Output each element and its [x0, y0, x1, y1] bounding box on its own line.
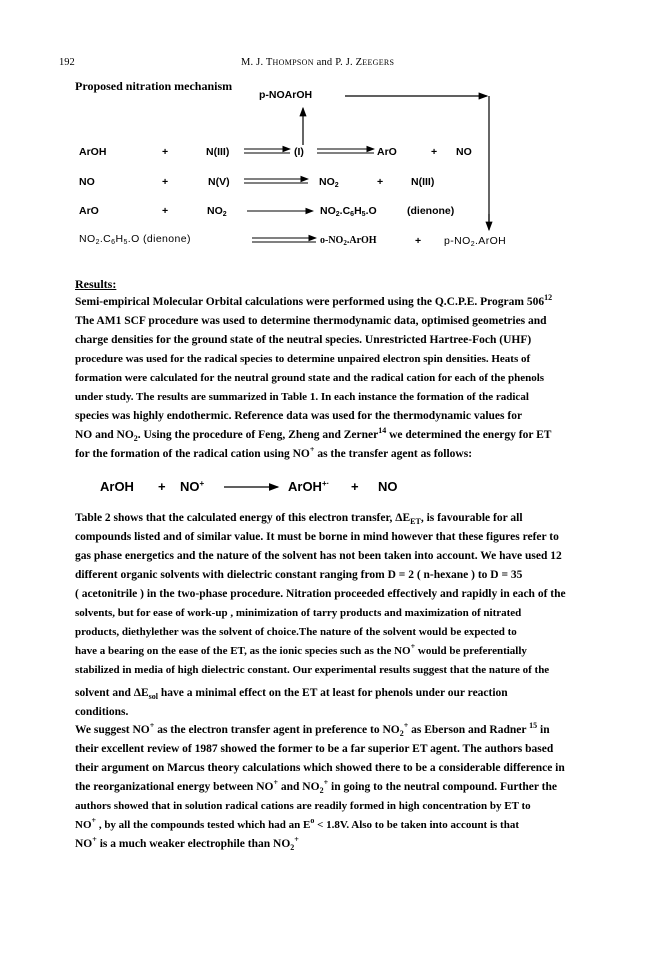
scheme-r3-reagent: $NO_2$ — [207, 205, 227, 218]
scheme-r1-intermediate: (I) — [294, 146, 304, 158]
scheme-r3-reactant: ArO — [79, 205, 99, 217]
scheme-r1-reagent: N(III) — [206, 146, 230, 158]
paragraph-1: Semi-empirical Molecular Orbital calculations were performed using the Q.C.P.E. Program $506^{12}$ The AM1 SCF procedure was used to determine thermodynamic data, optimised geometries and charge densities for the ground state of the neutral species. Unrestricted Hartree-Foch (UHF) procedure was used for the radical species to determine unpaired electron spin densities. Heats of formation were calculated for the neutral ground state and the radical cation for each of the phenols under study. The results are summarized in Table 1. In each instance the formation of the radical species was highly endothermic. Reference data was used for the thermodynamic values for NO and $NO_2$. Using the procedure of Feng, Zheng and Zerner$^{14}$ we determined the energy for ET for the formation of the radical cation using NO+ as the transfer agent as follows: — [75, 293, 553, 460]
eq-reagent: NO+ — [180, 479, 205, 494]
section-title: Proposed nitration mechanism — [75, 79, 233, 93]
scheme-arrows — [0, 0, 672, 260]
scheme-top-product: p-NOArOH — [259, 89, 313, 101]
scheme-r1-plus1: + — [162, 146, 169, 158]
eq-plus2: + — [351, 479, 359, 494]
scheme-r4-plus: + — [415, 235, 422, 247]
scheme-r4-product-ortho: $o-NO_2.ArOH$ — [320, 235, 377, 247]
scheme-r1-reactant: ArOH — [79, 146, 107, 158]
electron-transfer-equation — [100, 477, 500, 499]
scheme-r2-byproduct: N(III) — [411, 176, 435, 188]
eq-product: ArOH+· — [288, 479, 330, 494]
eq-reactant: ArOH — [100, 479, 134, 494]
eq-arrow — [222, 477, 282, 497]
eq-byproduct: NO — [378, 479, 398, 494]
scheme-r4-reactant: $NO_2.C_6H_5.O$ (dienone) — [79, 233, 191, 246]
scheme-r1-product: ArO — [377, 146, 397, 158]
scheme-r3-label: (dienone) — [407, 205, 455, 217]
paragraph-2: Table 2 shows that the calculated energy of this electron transfer, $\Delta E_{ET}$, is favourable for all compounds listed and of similar value. It must be borne in mind however that these figures refer to gas phase energetics and the nature of the solvent has not been taken into account. We have used 12 different organic solvents with dielectric constant ranging from D = 2 ( n-hexane ) to D = 35 ( acetonitrile ) in the two-phase procedure. Nitration proceeded effectively and rapidly in each of the solvents, but for ease of work-up , minimization of tarry products and maximization of nitrated products, diethylether was the solvent of choice.The nature of the solvent would be expected to have a bearing on the ease of the ET, as the ionic species such as the NO+ would be preferentially stabilized in media of high dielectric constant. Our experimental results suggest that the nature of the solvent and $\Delta E_{sol}$ have a minimal effect on the ET at least for phenols under our reaction conditions. — [75, 512, 566, 718]
scheme-r2-reactant: NO — [79, 176, 95, 188]
page-number: 192 — [59, 57, 75, 68]
scheme-r2-product: $NO_2$ — [319, 176, 339, 189]
scheme-r2-reagent: N(V) — [208, 176, 230, 188]
results-heading: Results: — [75, 277, 117, 291]
scheme-r1-byproduct: NO — [456, 146, 472, 158]
eq-plus1: + — [158, 479, 166, 494]
scheme-r1-plus2: + — [431, 146, 438, 158]
scheme-r3-product: $NO_2.C_6H_5.O$ — [320, 205, 377, 218]
scheme-r2-plus1: + — [162, 176, 169, 188]
scheme-r4-product-para: $p-NO_2.ArOH$ — [444, 235, 507, 248]
running-header-authors: M. J. THOMPSON and P. J. ZEEGERS — [241, 57, 395, 68]
scheme-r3-plus1: + — [162, 205, 169, 217]
scheme-r2-plus2: + — [377, 176, 384, 188]
paragraph-3: We suggest NO+ as the electron transfer agent in preference to $NO_2^+$ as Eberson and Radner $^{15}$ in their excellent review of 1987 showed the former to be a far superior ET agent. The authors based their argument on Marcus theory calculations which showed there to be a considerable difference in the reorganizational energy between NO+ and $NO_2^+$ in going to the neutral compound. Further the authors showed that in solution radical cations are readily formed in high concentration by ET to NO+ , by all the compounds tested which had an $E^o < 1.8V$. Also to be taken into account is that NO+ is a much weaker electrophile than $NO_2^+$ — [75, 721, 565, 852]
